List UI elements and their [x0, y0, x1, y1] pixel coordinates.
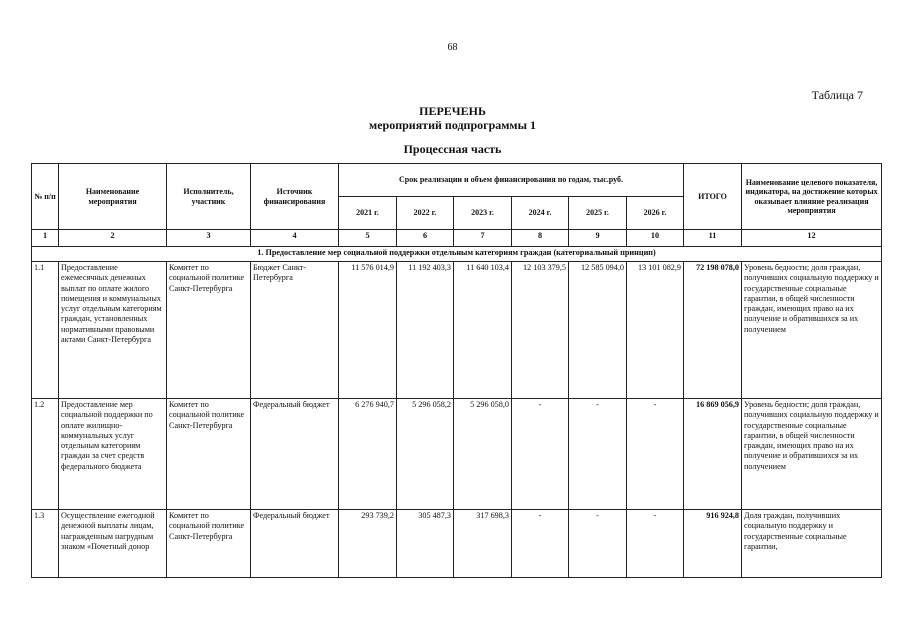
section-row — [32, 247, 882, 262]
column-number: 6 — [397, 230, 454, 247]
column-number-row — [32, 230, 882, 247]
row-indicator: Уровень бедности; доля граждан, получивших социальную поддержку и государственные социальные гарантии, в общей численности граждан, имеющих право на их получение и обратившихся за их получением — [742, 399, 882, 510]
column-number: 8 — [512, 230, 569, 247]
row-value: 13 101 082,9 — [627, 262, 684, 399]
row-value: - — [569, 510, 627, 578]
column-number: 3 — [167, 230, 251, 247]
column-number: 5 — [339, 230, 397, 247]
header-num: № п/п — [32, 164, 59, 230]
row-value: 5 296 058,0 — [454, 399, 512, 510]
row-name: Предоставление мер социальной поддержки по оплате жилищно-коммунальных услуг отдельным категориям граждан за счет средств федерального бюджета — [59, 399, 167, 510]
row-value: 12 103 379,5 — [512, 262, 569, 399]
column-number: 7 — [454, 230, 512, 247]
row-value: 317 698,3 — [454, 510, 512, 578]
measures-table — [31, 163, 882, 578]
column-number: 2 — [59, 230, 167, 247]
row-value: 305 487,3 — [397, 510, 454, 578]
header-indicator: Наименование целевого показателя, индикатора, на достижение которых оказывает влияние реализация мероприятия — [742, 164, 882, 230]
row-num: 1.3 — [32, 510, 59, 578]
row-value: - — [512, 399, 569, 510]
row-value: - — [512, 510, 569, 578]
header-year: 2025 г. — [569, 197, 627, 230]
row-value: 293 739,2 — [339, 510, 397, 578]
column-number: 10 — [627, 230, 684, 247]
row-total: 72 198 078,0 — [684, 262, 742, 399]
header-total: ИТОГО — [684, 164, 742, 230]
row-executor: Комитет по социальной политике Санкт-Петербурга — [167, 262, 251, 399]
row-total: 16 869 056,9 — [684, 399, 742, 510]
column-number: 11 — [684, 230, 742, 247]
column-number: 1 — [32, 230, 59, 247]
row-name: Предоставление ежемесячных денежных выплат по оплате жилого помещения и коммунальных услуг отдельным категориям граждан, установленных нормативными правовыми актами Санкт-Петербурга — [59, 262, 167, 399]
column-number: 9 — [569, 230, 627, 247]
row-source: Бюджет Санкт-Петербурга — [251, 262, 339, 399]
row-value: 11 640 103,4 — [454, 262, 512, 399]
row-name: Осуществление ежегодной денежной выплаты лицам, награжденным нагрудным знаком «Почетный донор — [59, 510, 167, 578]
column-number: 4 — [251, 230, 339, 247]
row-value: - — [569, 399, 627, 510]
row-source: Федеральный бюджет — [251, 510, 339, 578]
section-title: 1. Предоставление мер социальной поддержки отдельным категориям граждан (категориальный принцип) — [32, 247, 882, 262]
document-title — [0, 104, 905, 132]
page-number: 68 — [447, 42, 458, 53]
header-year: 2024 г. — [512, 197, 569, 230]
header-source: Источник финансирования — [251, 164, 339, 230]
table-row — [32, 399, 882, 510]
header-name: Наименование мероприятия — [59, 164, 167, 230]
row-value: 12 585 094,0 — [569, 262, 627, 399]
section-caption: Процессная часть — [403, 142, 502, 156]
header-period-group: Срок реализации и объем финансирования по годам, тыс.руб. — [339, 164, 684, 197]
header-year: 2023 г. — [454, 197, 512, 230]
header-year: 2026 г. — [627, 197, 684, 230]
header-executor: Исполнитель, участник — [167, 164, 251, 230]
row-value: - — [627, 510, 684, 578]
row-source: Федеральный бюджет — [251, 399, 339, 510]
row-value: 11 192 403,3 — [397, 262, 454, 399]
row-num: 1.2 — [32, 399, 59, 510]
row-value: 6 276 940,7 — [339, 399, 397, 510]
row-value: 5 296 058,2 — [397, 399, 454, 510]
row-num: 1.1 — [32, 262, 59, 399]
row-value: 11 576 014,9 — [339, 262, 397, 399]
row-indicator: Уровень бедности; доля граждан, получивших социальную поддержку и государственные социальные гарантии, в общей численности граждан, имеющих право на их получение и обратившихся за их получением — [742, 262, 882, 399]
table-row — [32, 510, 882, 578]
title-line-1: ПЕРЕЧЕНЬ — [419, 104, 486, 118]
column-number: 12 — [742, 230, 882, 247]
row-total: 916 924,8 — [684, 510, 742, 578]
row-executor: Комитет по социальной политике Санкт-Петербурга — [167, 510, 251, 578]
title-line-2: мероприятий подпрограммы 1 — [369, 118, 536, 132]
header-year: 2022 г. — [397, 197, 454, 230]
row-value: - — [627, 399, 684, 510]
row-executor: Комитет по социальной политике Санкт-Петербурга — [167, 399, 251, 510]
header-year: 2021 г. — [339, 197, 397, 230]
table-label: Таблица 7 — [811, 88, 863, 102]
table-row — [32, 262, 882, 399]
row-indicator: Доля граждан, получивших социальную поддержку и государственные социальные гарантии, — [742, 510, 882, 578]
